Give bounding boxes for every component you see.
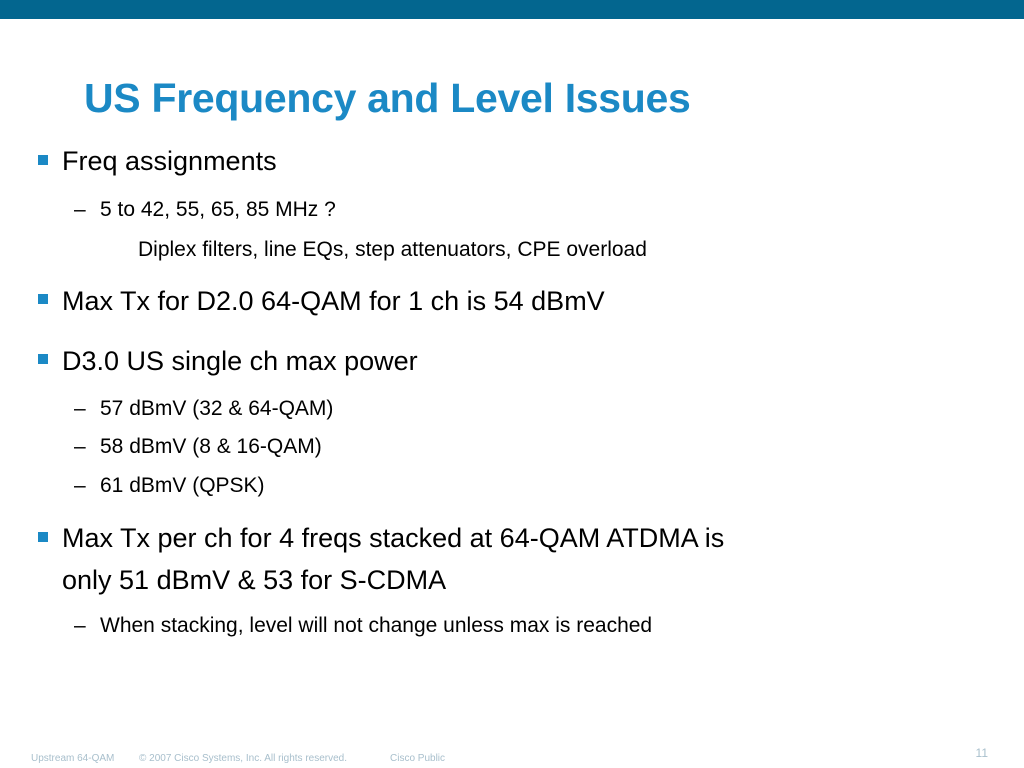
sub-bullet-text: 61 dBmV (QPSK) — [100, 474, 265, 497]
sub-bullet-text: 57 dBmV (32 & 64-QAM) — [100, 397, 334, 420]
bullet-marker — [38, 294, 48, 304]
sub-bullet-text: When stacking, level will not change unless max is reached — [100, 614, 653, 637]
dash-marker: – — [74, 435, 86, 458]
dash-marker: – — [74, 198, 86, 221]
bullet-marker — [38, 532, 48, 542]
footer-copyright: © 2007 Cisco Systems, Inc. All rights reserved. — [139, 753, 348, 764]
detail-diplex-filters: Diplex filters, line EQs, step attenuators, CPE overload — [138, 238, 647, 261]
sub-bullet-58-dbmv — [74, 434, 322, 460]
sub-bullet-text: 58 dBmV (8 & 16-QAM) — [100, 435, 322, 458]
footer-classification: Cisco Public — [390, 753, 446, 764]
dash-marker: – — [74, 474, 86, 497]
slide-title: US Frequency and Level Issues — [84, 75, 691, 121]
bullet-d30-power: D3.0 US single ch max power — [62, 346, 418, 376]
bullet-marker — [38, 354, 48, 364]
dash-marker: – — [74, 397, 86, 420]
bullet-marker — [38, 155, 48, 165]
sub-bullet-freq-range — [74, 197, 336, 223]
sub-bullet-57-dbmv — [74, 396, 334, 422]
bullet-max-tx-stacked-line1: Max Tx per ch for 4 freqs stacked at 64-QAM ATDMA is — [62, 523, 725, 553]
sub-bullet-61-dbmv — [74, 473, 265, 499]
bullet-max-tx-stacked-line2: only 51 dBmV & 53 for S-CDMA — [62, 565, 447, 595]
sub-bullet-text: 5 to 42, 55, 65, 85 MHz ? — [100, 198, 336, 221]
bullet-max-tx-d20: Max Tx for D2.0 64-QAM for 1 ch is 54 dBmV — [62, 286, 605, 316]
sub-bullet-stacking — [74, 613, 653, 639]
bullet-freq-assignments: Freq assignments — [62, 146, 277, 176]
footer-presentation-title: Upstream 64-QAM — [31, 753, 115, 764]
page-number: 11 — [975, 746, 988, 760]
dash-marker: – — [74, 614, 86, 637]
